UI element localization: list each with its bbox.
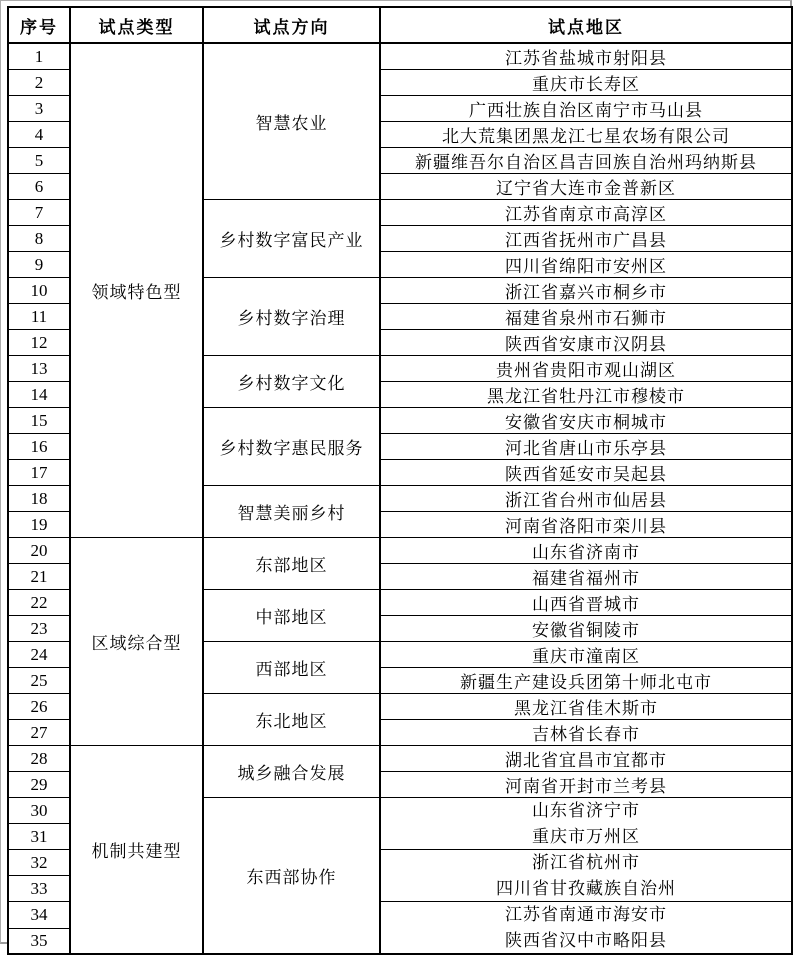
pilot-direction-cell: 东北地区 [203,694,380,746]
pilot-region-cell: 江苏省南京市高淳区 [380,200,792,226]
pilot-region-cell: 安徽省铜陵市 [380,616,792,642]
pilot-region-cell: 浙江省台州市仙居县 [380,486,792,512]
pilot-region-line: 陕西省汉中市略阳县 [505,930,667,950]
row-number-cell: 13 [8,356,70,382]
row-number-cell: 26 [8,694,70,720]
pilot-region-cell: 浙江省嘉兴市桐乡市 [380,278,792,304]
pilot-region-cell: 江苏省盐城市射阳县 [380,43,792,70]
row-number-cell: 28 [8,746,70,772]
row-number-cell: 19 [8,512,70,538]
pilot-direction-cell: 西部地区 [203,642,380,694]
col-header-number: 序号 [8,7,70,43]
row-number-cell: 6 [8,174,70,200]
pilot-region-cell: 河南省洛阳市栾川县 [380,512,792,538]
pilot-direction-cell: 乡村数字治理 [203,278,380,356]
pilot-region-cell: 重庆市潼南区 [380,642,792,668]
row-number-cell: 29 [8,772,70,798]
pilot-table-header [8,7,792,43]
row-number-cell: 1 [8,43,70,70]
pilot-region-cell: 山东省济南市 [380,538,792,564]
pilot-region-pair-cell [380,798,792,850]
header-row [8,7,792,43]
row-number-cell: 15 [8,408,70,434]
table-row [8,746,792,772]
pilot-region-cell: 贵州省贵阳市观山湖区 [380,356,792,382]
pilot-region-line: 四川省甘孜藏族自治州 [496,878,676,898]
row-number-cell: 23 [8,616,70,642]
pilot-region-line: 江苏省南通市海安市 [505,905,667,925]
row-number-cell: 17 [8,460,70,486]
row-number-cell: 3 [8,96,70,122]
row-number-cell: 35 [8,928,70,954]
row-number-cell: 20 [8,538,70,564]
pilot-region-cell: 河南省开封市兰考县 [380,772,792,798]
pilot-direction-cell: 乡村数字富民产业 [203,200,380,278]
pilot-region-line: 浙江省杭州市 [532,853,640,873]
row-number-cell: 24 [8,642,70,668]
pilot-direction-cell: 乡村数字惠民服务 [203,408,380,486]
pilot-type-cell: 区域综合型 [70,538,203,746]
row-number-cell: 14 [8,382,70,408]
pilot-table-body [8,43,792,954]
col-header-type: 试点类型 [70,7,203,43]
pilot-region-line: 重庆市万州区 [532,826,640,846]
pilot-direction-cell: 东西部协作 [203,798,380,955]
pilot-region-cell: 陕西省安康市汉阴县 [380,330,792,356]
table-row [8,43,792,70]
row-number-cell: 18 [8,486,70,512]
row-number-cell: 32 [8,850,70,876]
pilot-region-cell: 湖北省宜昌市宜都市 [380,746,792,772]
row-number-cell: 25 [8,668,70,694]
pilot-region-pair-cell [380,902,792,955]
pilot-region-cell: 福建省福州市 [380,564,792,590]
row-number-cell: 9 [8,252,70,278]
row-number-cell: 7 [8,200,70,226]
row-number-cell: 5 [8,148,70,174]
pilot-direction-cell: 东部地区 [203,538,380,590]
pilot-region-cell: 江西省抚州市广昌县 [380,226,792,252]
row-number-cell: 21 [8,564,70,590]
pilot-region-cell: 陕西省延安市吴起县 [380,460,792,486]
row-number-cell: 12 [8,330,70,356]
pilot-table [7,6,793,955]
row-number-cell: 31 [8,824,70,850]
row-number-cell: 2 [8,70,70,96]
pilot-direction-cell: 城乡融合发展 [203,746,380,798]
row-number-cell: 34 [8,902,70,928]
pilot-region-cell: 河北省唐山市乐亭县 [380,434,792,460]
pilot-region-pair-cell [380,850,792,902]
pilot-region-cell: 辽宁省大连市金普新区 [380,174,792,200]
row-number-cell: 27 [8,720,70,746]
row-number-cell: 4 [8,122,70,148]
pilot-type-cell: 领域特色型 [70,43,203,538]
pilot-region-cell: 山西省晋城市 [380,590,792,616]
pilot-region-cell: 重庆市长寿区 [380,70,792,96]
pilot-region-cell: 四川省绵阳市安州区 [380,252,792,278]
row-number-cell: 16 [8,434,70,460]
pilot-region-cell: 新疆维吾尔自治区昌吉回族自治州玛纳斯县 [380,148,792,174]
pilot-region-line: 山东省济宁市 [532,801,640,820]
pilot-region-cell: 黑龙江省牡丹江市穆棱市 [380,382,792,408]
pilot-region-cell: 北大荒集团黑龙江七星农场有限公司 [380,122,792,148]
pilot-region-cell: 新疆生产建设兵团第十师北屯市 [380,668,792,694]
pilot-region-cell: 黑龙江省佳木斯市 [380,694,792,720]
row-number-cell: 22 [8,590,70,616]
pilot-region-cell: 福建省泉州市石狮市 [380,304,792,330]
pilot-direction-cell: 中部地区 [203,590,380,642]
row-number-cell: 10 [8,278,70,304]
pilot-type-cell: 机制共建型 [70,746,203,955]
pilot-region-cell: 吉林省长春市 [380,720,792,746]
pilot-region-cell: 广西壮族自治区南宁市马山县 [380,96,792,122]
pilot-region-cell: 安徽省安庆市桐城市 [380,408,792,434]
row-number-cell: 8 [8,226,70,252]
row-number-cell: 30 [8,798,70,824]
pilot-direction-cell: 智慧农业 [203,43,380,200]
table-row [8,538,792,564]
col-header-direction: 试点方向 [203,7,380,43]
pilot-direction-cell: 智慧美丽乡村 [203,486,380,538]
row-number-cell: 33 [8,876,70,902]
col-header-region: 试点地区 [380,7,792,43]
pilot-direction-cell: 乡村数字文化 [203,356,380,408]
row-number-cell: 11 [8,304,70,330]
